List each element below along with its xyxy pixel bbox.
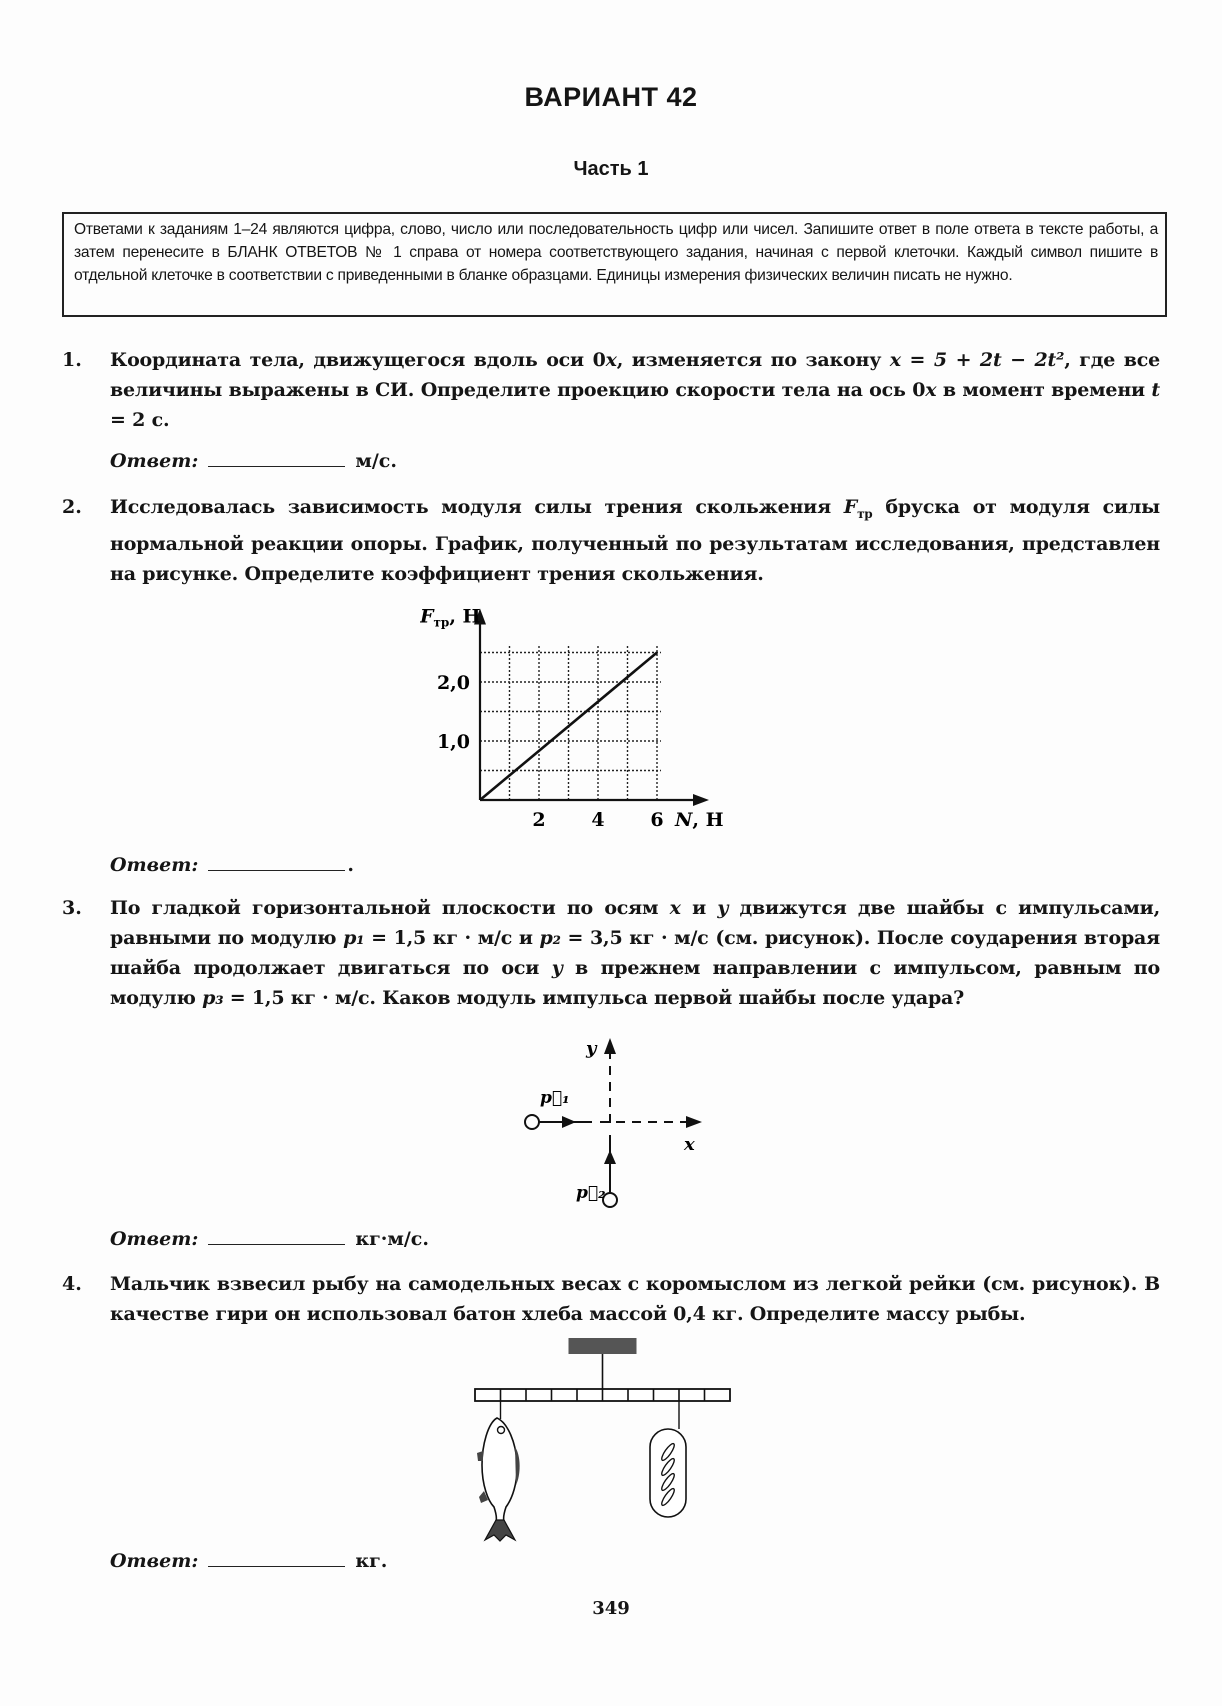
p2-arrow-icon [604, 1150, 616, 1164]
page-title: ВАРИАНТ 42 [524, 82, 698, 112]
fish-icon [477, 1418, 520, 1541]
task-4 [62, 1269, 1160, 1329]
answer-label: Ответ: [110, 854, 199, 876]
answer-unit: кг. [355, 1550, 388, 1572]
answer-label: Ответ: [110, 1550, 199, 1572]
task-2 [62, 492, 1160, 589]
instructions-box [62, 212, 1167, 317]
x-tick-label: 2 [532, 809, 546, 831]
y-axis-label: $F_{тр}$, Н [420, 605, 481, 630]
answer-unit: . [347, 854, 354, 876]
answer-row-1 [110, 448, 397, 472]
x-axis-label: x [684, 1134, 695, 1155]
scale-diagram [470, 1335, 750, 1545]
y-tick-label: 1,0 [436, 731, 470, 753]
x-axis-arrow-icon [686, 1116, 702, 1128]
puck-1-icon [525, 1115, 539, 1129]
formula: x = 5 + 2t − 2t² [889, 349, 1065, 371]
chart-tick-labels [437, 672, 664, 831]
momentum-diagram [500, 1030, 720, 1210]
y-axis-label: y [586, 1038, 597, 1059]
y-tick-label: 2,0 [436, 672, 470, 694]
task-number: 2. [62, 496, 82, 518]
answer-field-4[interactable] [208, 1548, 345, 1567]
p1-label: p⃗₁ [540, 1088, 570, 1108]
x-tick-label: 6 [650, 809, 664, 831]
instructions-text: Ответами к заданиям 1–24 являются цифра, слово, число или последовательность цифр или чисел. Запишите ответ в поле ответа в тексте работы, а затем перенесите в БЛАНК ОТВЕТОВ № 1 справа от номера соответствующего задания, начиная с первой клеточки. Каждый символ пишите в отдельной клеточке в соответствии с приведенными в бланке образцами. Единицы измерения физических величин писать не нужно. [74, 221, 1158, 284]
part-heading: Часть 1 [573, 158, 649, 180]
answer-label: Ответ: [110, 1228, 199, 1250]
y-axis-arrow-icon [604, 1038, 616, 1054]
answer-unit: кг·м/с. [355, 1228, 429, 1250]
task-text: Исследовалась зависимость модуля силы трения скольжения $F_{тр}$ бруска от модуля силы нормальной реакции опоры. График, полученный по результатам исследования, представлен на рисунке. Определите коэффициент трения скольжения. [110, 496, 1160, 585]
hanger-block [569, 1338, 637, 1354]
bread-loaf-icon [650, 1429, 686, 1517]
answer-field-2[interactable] [208, 852, 345, 871]
task-number: 3. [62, 897, 82, 919]
answer-unit: м/с. [355, 450, 397, 472]
answer-row-2 [110, 852, 354, 876]
answer-row-3 [110, 1226, 429, 1250]
task-text: Координата тела, движущегося вдоль оси 0x, изменяется по закону x = 5 + 2t − 2t², где все величины выражены в СИ. Определите проекцию скорости тела на ось 0x в момент времени t = 2 с. [110, 349, 1160, 431]
friction-chart [420, 590, 800, 850]
p2-label: p⃗₂ [576, 1183, 606, 1203]
x-tick-label: 4 [591, 809, 605, 831]
p1-arrow-icon [562, 1116, 576, 1128]
task-3 [62, 893, 1160, 1013]
x-axis-label: N, Н [675, 809, 724, 831]
answer-label: Ответ: [110, 450, 199, 472]
answer-field-3[interactable] [208, 1226, 345, 1245]
task-number: 1. [62, 349, 82, 371]
x-axis-arrow-icon [693, 794, 709, 806]
task-text: Мальчик взвесил рыбу на самодельных весах с коромыслом из легкой рейки (см. рисунок). В качестве гири он использовал батон хлеба массой 0,4 кг. Определите массу рыбы. [110, 1273, 1160, 1325]
task-text: По гладкой горизонтальной плоскости по осям x и y движутся две шайбы с импульсами, равными по модулю p₁ = 1,5 кг · м/с и p₂ = 3,5 кг · м/с (см. рисунок). После соударения вторая шайба продолжает двигаться по оси y в прежнем направлении с импульсом, равным по модулю p₃ = 1,5 кг · м/с. Каков модуль импульса первой шайбы после удара? [110, 897, 1161, 1009]
answer-row-4 [110, 1548, 387, 1572]
answer-field-1[interactable] [208, 448, 345, 467]
task-number: 4. [62, 1273, 82, 1295]
task-1 [62, 345, 1160, 435]
page-number: 349 [592, 1598, 630, 1619]
